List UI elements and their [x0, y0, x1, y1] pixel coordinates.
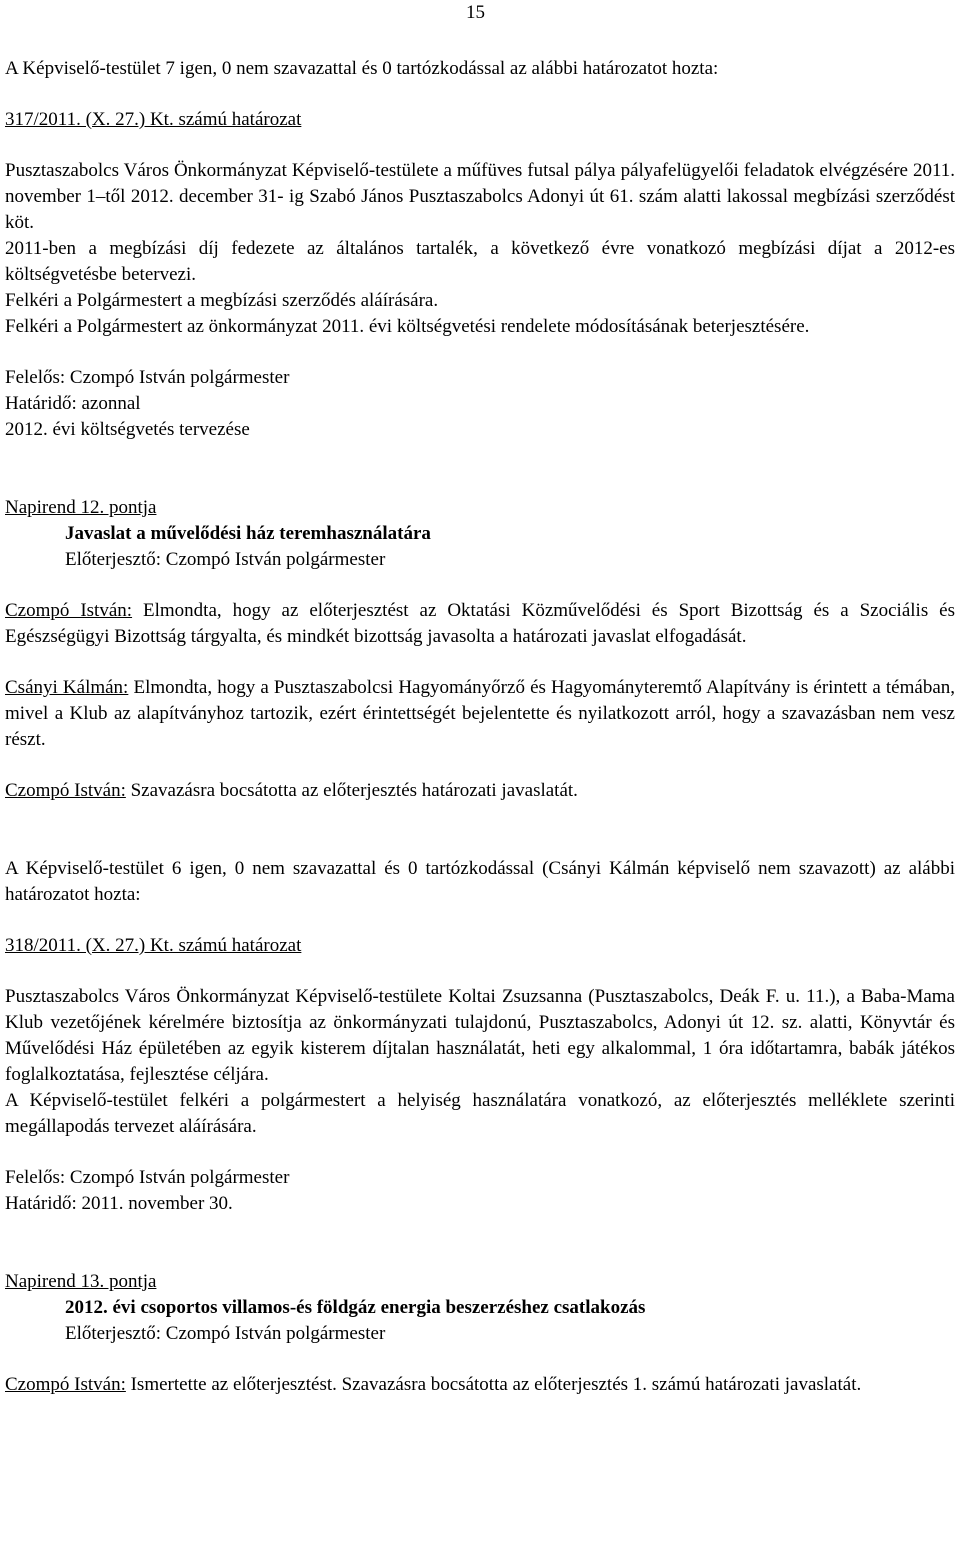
agenda-12-title: Javaslat a művelődési ház teremhasználatára [65, 523, 431, 544]
decision-317-body-2: 2011-ben a megbízási díj fedezete az általános tartalék, a következő évre vonatkozó megbízási díjat a 2012-es költségvetésbe betervezi. [5, 238, 955, 285]
statement-12-1 [5, 598, 955, 650]
agenda-13-title: 2012. évi csoportos villamos-és földgáz energia beszerzéshez csatlakozás [65, 1297, 646, 1318]
document-body [5, 56, 955, 1398]
decision-317-responsible: Felelős: Czompó István polgármester [5, 367, 290, 388]
speaker-name: Czompó István: [5, 1374, 126, 1395]
agenda-13-presenter: Előterjesztő: Czompó István polgármester [65, 1323, 386, 1344]
decision-title-318: 318/2011. (X. 27.) Kt. számú határozat [5, 935, 302, 956]
agenda-12-presenter: Előterjesztő: Czompó István polgármester [65, 549, 386, 570]
statement-12-3 [5, 778, 955, 804]
statement-12-2 [5, 675, 955, 753]
page-number: 15 [466, 2, 485, 23]
speaker-name: Czompó István: [5, 600, 133, 621]
statement-13-1 [5, 1372, 955, 1398]
statement-text: Elmondta, hogy az előterjesztést az Oktatási Közművelődési és Sport Bizottság és a Szociális és Egészségügyi Bizottság tárgyalta, és mindkét bizottság javasolta a határozati javaslat elfogadását. [5, 600, 955, 647]
decision-318-body-2: A Képviselő-testület felkéri a polgármestert a helyiség használatára vonatkozó, az előterjesztés melléklete szerinti megállapodás tervezet aláírására. [5, 1090, 955, 1137]
statement-text: Szavazásra bocsátotta az előterjesztés határozati javaslatát. [125, 780, 578, 801]
decision-317-body-1: Pusztaszabolcs Város Önkormányzat Képviselő-testülete a műfüves futsal pálya pályafelügyelői feladatok elvégzésére 2011. november 1–től 2012. december 31- ig Szabó János Pusztaszabolcs Adonyi út 61. szám alatti lakossal megbízási szerződést köt. [5, 160, 955, 233]
decision-317-body-3: Felkéri a Polgármestert a megbízási szerződés aláírására. [5, 290, 439, 311]
decision-318-deadline: Határidő: 2011. november 30. [5, 1193, 233, 1214]
agenda-13-heading: Napirend 13. pontja [5, 1271, 157, 1292]
speaker-name: Csányi Kálmán: [5, 677, 129, 698]
decision-title-317: 317/2011. (X. 27.) Kt. számú határozat [5, 109, 302, 130]
decision-317-body-4: Felkéri a Polgármestert az önkormányzat 2011. évi költségvetési rendelete módosításának beterjesztésére. [5, 316, 810, 337]
decision-317-deadline: Határidő: azonnal [5, 393, 141, 414]
decision-318-body-1: Pusztaszabolcs Város Önkormányzat Képviselő-testülete Koltai Zsuzsanna (Pusztaszabolcs, Deák F. u. 11.), a Baba-Mama Klub vezetőjének kérelmére biztosítja az önkormányzati tulajdonú, Pusztaszabolcs, Adonyi út 12. sz. alatti, Könyvtár és Művelődési Ház épületében az egyik kisterem díjtalan használatát, heti egy alkalommal, 1 óra időtartamra, babák játékos foglalkoztatása, fejlesztése céljára. [5, 986, 955, 1085]
decision-318-responsible: Felelős: Czompó István polgármester [5, 1167, 290, 1188]
statement-text: Elmondta, hogy a Pusztaszabolcsi Hagyományőrző és Hagyományteremtő Alapítvány is érintett a témában, mivel a Klub az alapítványhoz tartozik, ezért érintettségét bejelentette és nyilatkozott arról, hogy a szavazásban nem vesz részt. [5, 677, 956, 750]
vote-intro-1: A Képviselő-testület 7 igen, 0 nem szavazattal és 0 tartózkodással az alábbi határozatot hozta: [5, 58, 719, 79]
agenda-12-heading: Napirend 12. pontja [5, 497, 157, 518]
vote-intro-2: A Képviselő-testület 6 igen, 0 nem szavazattal és 0 tartózkodással (Csányi Kálmán képviselő nem szavazott) az alábbi határozatot hozta: [5, 858, 955, 905]
decision-317-deadline-extra: 2012. évi költségvetés tervezése [5, 419, 250, 440]
statement-text: Ismertette az előterjesztést. Szavazásra bocsátotta az előterjesztés 1. számú határozati javaslatát. [125, 1374, 862, 1395]
speaker-name: Czompó István: [5, 780, 126, 801]
